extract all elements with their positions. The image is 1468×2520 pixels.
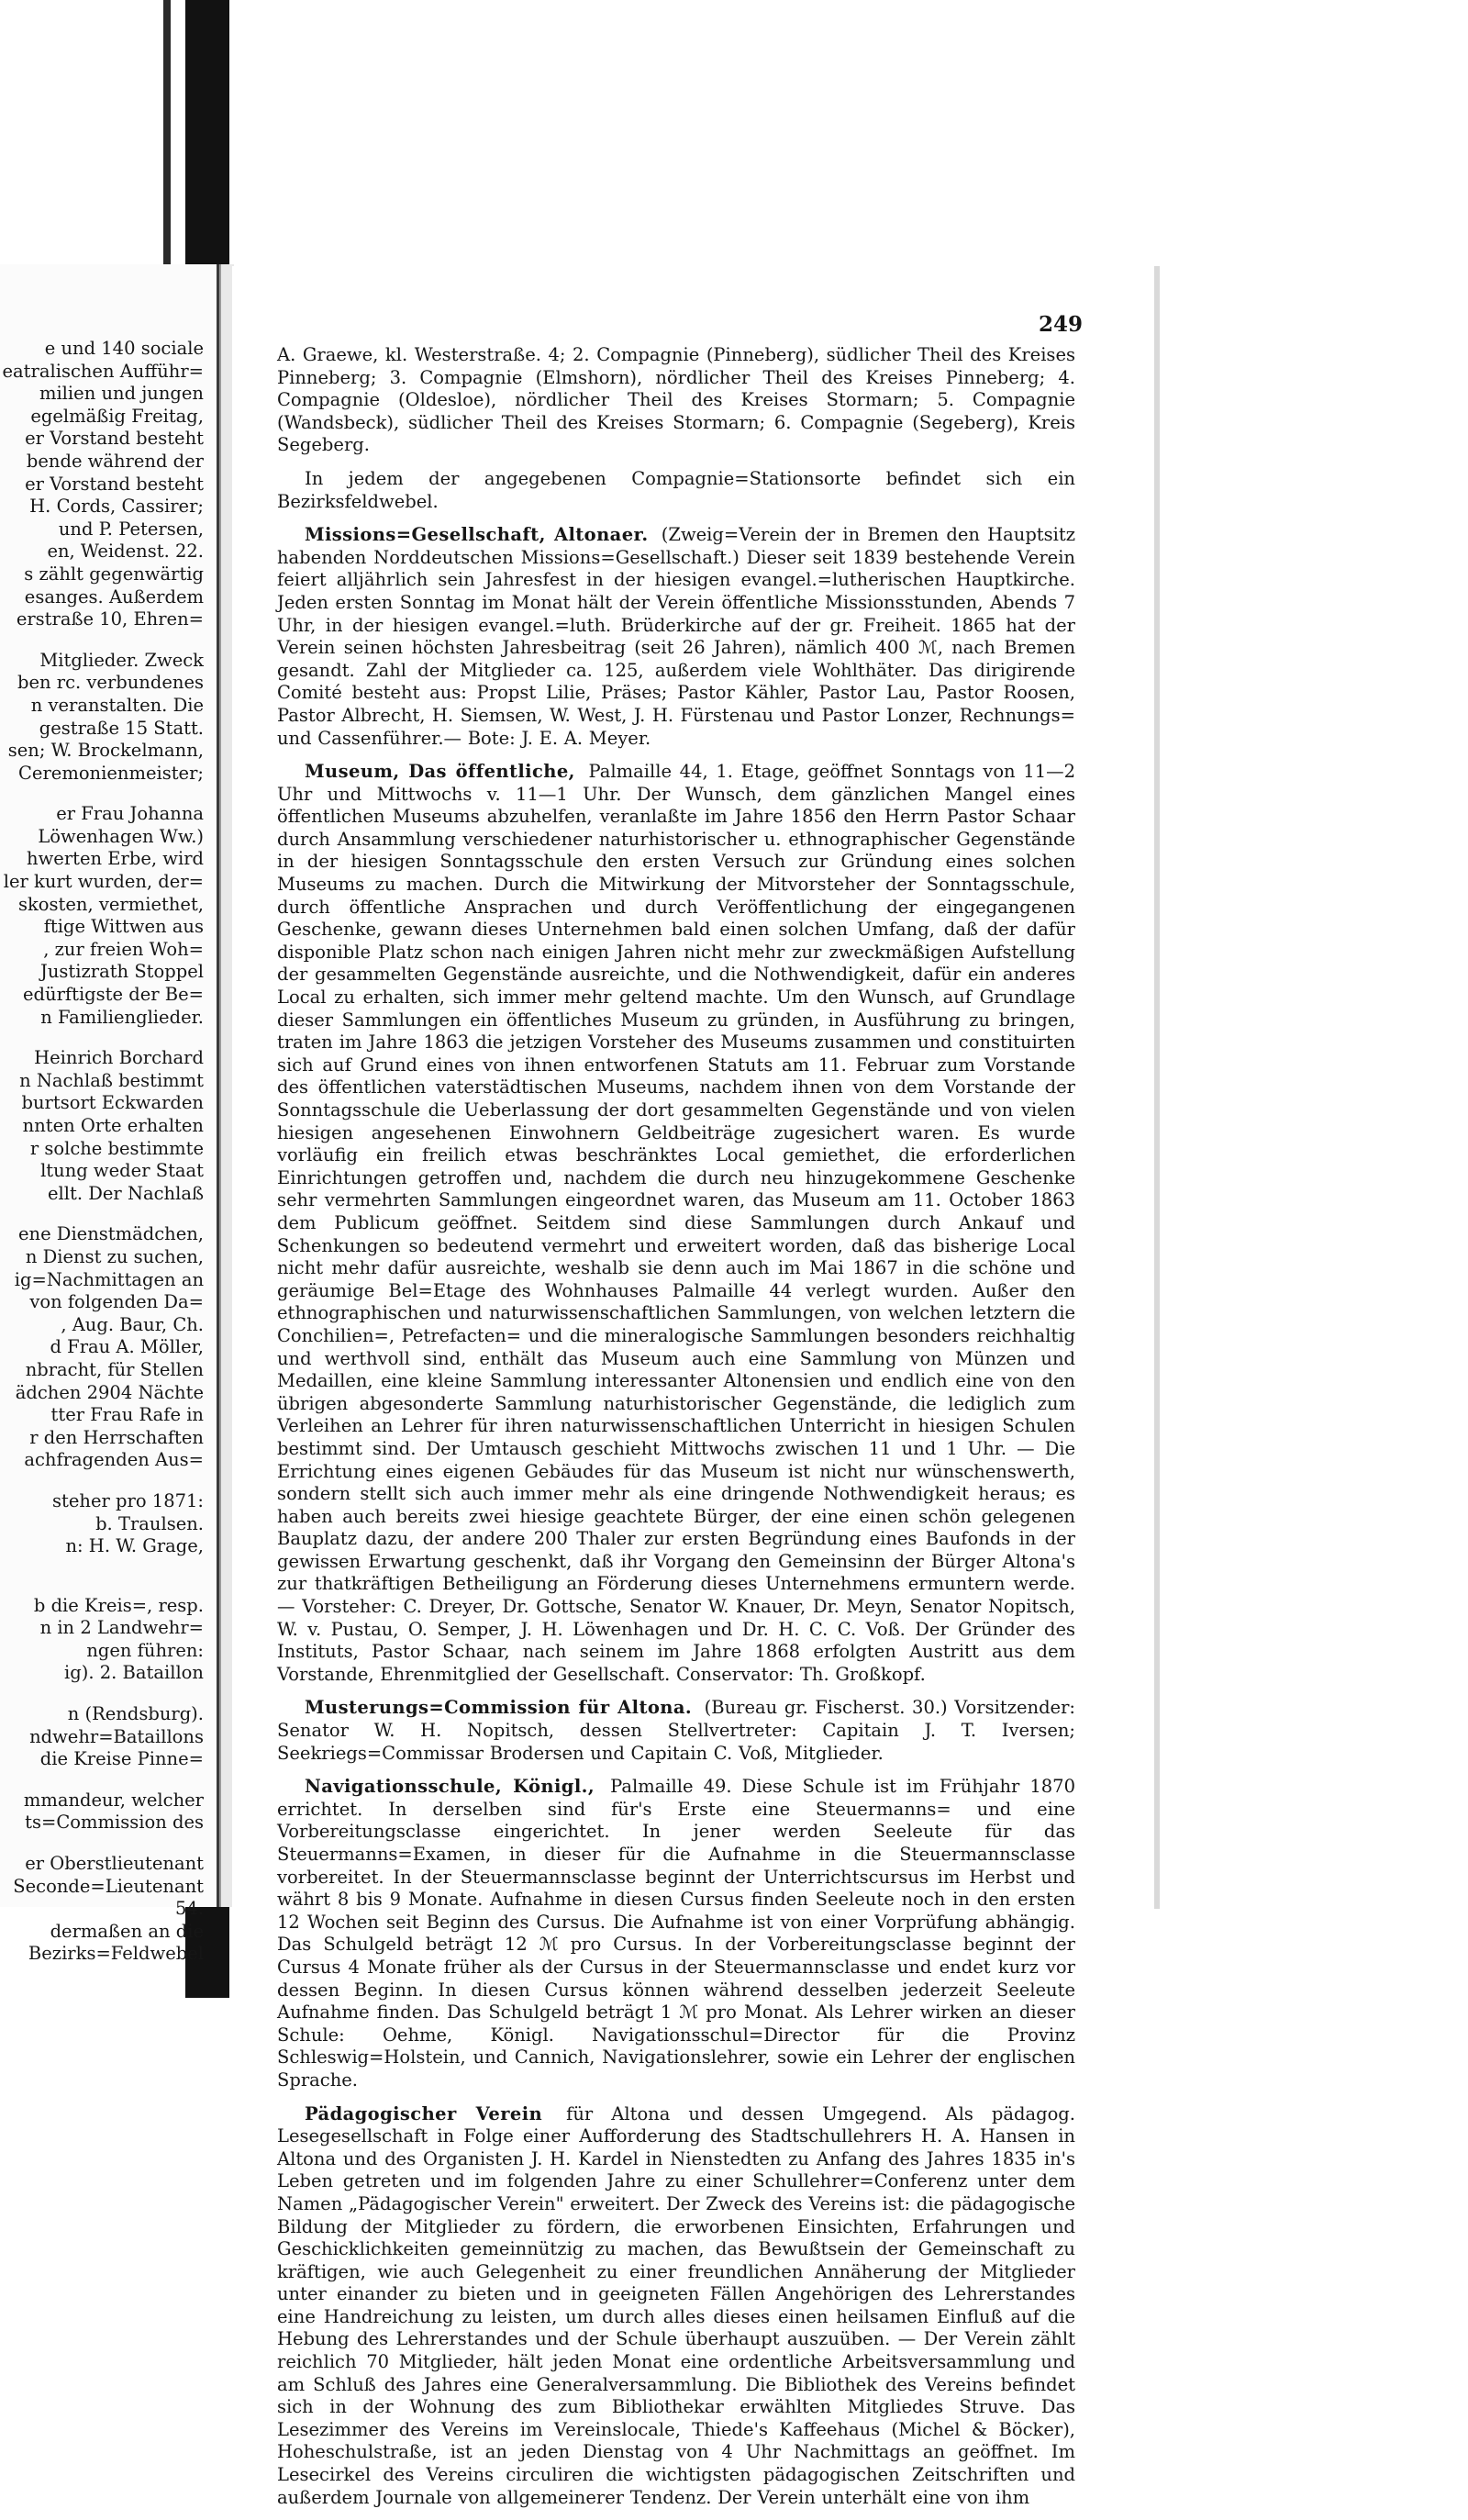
left-page-line: n (Rendsburg). [67,1703,204,1725]
left-page-line: ene Dienstmädchen, [17,1223,204,1245]
left-page-line: b die Kreis=, resp. [33,1594,204,1616]
entry-text: (Bureau gr. Fischerst. 30.) Vorsitzender: Senator W. H. Nopitsch, dessen Stellvertreter: Capitain J. T. Iversen; Seekriegs=Commissar Brodersen und Capitain C. Voß, Mitglieder. [277,1697,1075,1764]
left-page-line: ltung weder Staat [40,1160,204,1182]
left-page-line: und P. Petersen, [58,518,204,540]
left-page-line: er Vorstand besteht [25,428,204,450]
left-page-line: n Familienglieder. [40,1006,204,1028]
left-page-line: en, Weidenst. 22. [47,541,204,563]
left-page-line: edürftigste der Be= [22,984,204,1006]
left-page-line: hwerten Erbe, wird [27,848,204,870]
left-page-line: dermaßen an die [50,1920,204,1942]
left-page-line: d Frau A. Möller, [50,1336,204,1358]
left-page-line: ngen führen: [86,1639,204,1661]
entry-heading: Museum, Das öffentliche, [305,761,575,783]
left-page-line: er Vorstand besteht [25,473,204,495]
left-page-line: burtsort Eckwarden [21,1092,204,1114]
left-page-gap [0,631,204,650]
left-page-line: milien und jungen [39,383,204,405]
left-page-line: erstraße 10, Ehren= [16,608,204,630]
left-page-line: sen; W. Brockelmann, [7,740,204,762]
left-page-line: ellt. Der Nachlaß [48,1182,204,1204]
entry-heading: Musterungs=Commission für Altona. [305,1697,693,1719]
left-page-line: nbracht, für Stellen [25,1358,204,1380]
left-page-line: ädchen 2904 Nächte [15,1381,204,1403]
left-page-gap [0,1472,204,1490]
left-page-line: r den Herrschaften [29,1426,204,1448]
left-page-gap [0,1771,204,1790]
left-page-line: e und 140 sociale [44,338,204,359]
left-page-line: mmandeur, welcher [23,1789,204,1811]
left-page-line: n veranstalten. Die [30,694,204,716]
left-page-line: tter Frau Rafe in [50,1404,204,1426]
page-edge [1154,266,1160,1909]
left-page-line: Heinrich Borchard [34,1047,204,1069]
left-page-line: nnten Orte erhalten [22,1115,204,1136]
left-page-gap [0,1205,204,1223]
left-page-line: Seconde=Lieutenant [13,1875,204,1897]
left-page-line: egelmäßig Freitag, [30,405,204,427]
left-page-gap [0,1558,204,1577]
left-page-line: r solche bestimmte [29,1137,204,1159]
page-content [277,344,1075,2520]
binding-edge [163,0,171,303]
entry-heading: Pädagogischer Verein [305,2102,543,2124]
left-page-line: Bezirks=Feldwebel [28,1943,204,1965]
entry-text: (Zweig=Verein der in Bremen den Hauptsitz habenden Norddeutschen Missions=Gesellschaft.) Dieser seit 1839 bestehende Verein feiert alljährlich sein Jahresfest in der hiesigen evangel.=lutherischen Hauptkirche. Jeden ersten Sonntag im Monat hält der Verein öffentliche Missionsstunden, Abends 7 Uhr, in der hiesigen evangel.=luth. Brüderkirche auf der gr. Freiheit. 1865 hat der Verein seinen höchsten Jahresbeitrag (seit 26 Jahren), nämlich 400 ℳ, nach Bremen gesandt. Zahl der Mitglieder ca. 125, außerdem viele Wohlthäter. Das dirigirende Comité besteht aus: Propst Lilie, Präses; Pastor Kähler, Pastor Lau, Pastor Roosen, Pastor Albrecht, H. Siemsen, W. West, J. H. Fürstenau und Pastor Lonzer, Rechnungs= und Cassenführer.— Bote: J. E. A. Meyer. [277,524,1075,749]
left-page-line: ben rc. verbundenes [17,672,204,694]
left-page-line: eatralischen Aufführ= [2,360,204,382]
entry-paedagogischer-verein [277,2103,1075,2510]
left-page-line: er Frau Johanna [56,803,204,825]
left-page-line: Löwenhagen Ww.) [38,825,204,847]
left-page-line: 54. [174,1898,204,1920]
left-page-line: ndwehr=Bataillons [29,1725,204,1747]
entry-museum [277,761,1075,1686]
entry-missions-gesellschaft [277,524,1075,750]
left-page-line: ig). 2. Bataillon [64,1662,204,1684]
left-page-line: , zur freien Woh= [43,938,204,960]
left-page-line: ig=Nachmittagen an [14,1268,204,1290]
left-page-gap [0,1577,204,1595]
entry-musterungs-commission [277,1697,1075,1765]
left-page-line: skosten, vermiethet, [17,893,204,915]
left-page-gap [0,1834,204,1853]
left-page-line: gestraße 15 Statt. [39,717,204,739]
left-page-line: bende während der [26,450,204,472]
left-page-line: Ceremonienmeister; [18,762,204,784]
paragraph-compagnie-list [277,344,1075,457]
left-page-gap [0,1685,204,1703]
left-page-line: von folgenden Da= [29,1291,204,1313]
left-page-line: n Dienst zu suchen, [25,1245,204,1267]
left-page-text [0,338,204,1966]
left-page-line: n Nachlaß bestimmt [19,1069,204,1091]
left-page-line: , Aug. Baur, Ch. [61,1313,204,1335]
left-page-line: ftige Wittwen aus [43,916,204,938]
left-page-gap [0,1029,204,1047]
left-page-line: die Kreise Pinne= [39,1748,204,1770]
paragraph-text: A. Graewe, kl. Westerstraße. 4; 2. Compagnie (Pinneberg), südlicher Theil des Kreises Pinneberg; 3. Compagnie (Elmshorn), nördlicher Theil des Kreises Pinneberg; 4. Compagnie (Oldesloe), nördlicher Theil des Kreises Stormarn; 5. Compagnie (Wandsbeck), südlicher Theil des Kreises Stormarn; 6. Compagnie (Segeberg), Kreis Segeberg. [277,344,1075,456]
left-page-line: ler kurt wurden, der= [3,871,204,893]
entry-text: Palmaille 44, 1. Etage, geöffnet Sonntags von 11—2 Uhr und Mittwochs v. 11—1 Uhr. Der Wunsch, dem gänzlichen Mangel eines öffentlichen Museums abzuhelfen, veranlaßte im Jahre 1856 den Herrn Pastor Schaar durch Ansammlung verschiedener naturhistorischer u. ethnographischer Gegenstände in der hiesigen Sonntagsschule den ersten Versuch zur Gründung eines solchen Museums zu machen. Durch die Mitwirkung der Mitvorsteher der Sonntagsschule, durch öffentliche Ansprachen und durch Veröffentlichung der eingegangenen Geschenke, gewann dieses Unternehmen bald einen solchen Umfang, daß der dafür disponible Platz schon nach einigen Jahren nicht mehr zur zweckmäßigen Aufstellung der gesammelten Gegenstände ausreichte, und die Nothwendigkeit, dafür ein anderes Local zu erhalten, sich immer mehr geltend machte. Um den Wunsch, auf Grundlage dieser Sammlungen ein öffentliches Museum zu gründen, in Ausführung zu bringen, traten im Jahre 1863 die jetzigen Vorsteher des Museums zusammen und constituirten sich auf Grund eines von ihnen entworfenen Statuts am 11. Februar zum Vorstande des öffentlichen vaterstädtischen Museums, nachdem ihnen von dem Vorstande der Sonntagsschule die Ueberlassung der dort gesammelten Gegenstände und von vielen hiesigen angesehenen Einwohnern Geldbeiträge zugesichert waren. Es wurde vorläufig ein freilich etwas beschränktes Local gemiethet, die erforderlichen Einrichtungen getroffen und, nachdem die durch neu hinzugekommene Geschenke sehr vermehrten Sammlungen eingeordnet waren, das Museum am 11. October 1863 dem Publicum geöffnet. Seitdem sind diese Sammlungen durch Ankauf und Schenkungen so bedeutend vermehrt und erweitert worden, daß das bisherige Local nicht mehr dafür ausreichte, weshalb sie denn auch im Mai 1867 in die schöne und geräumige Bel=Etage des Wohnhauses Palmaille 44 verlegt wurden. Außer den ethnographischen und naturwissenschaftlichen Sammlungen, von welchen letztern die Conchilien=, Petrefacten= und die mineralogische Sammlungen besonders reichhaltig und werthvoll sind, enthält das Museum auch eine Sammlung von Münzen und Medaillen, eine kleine Sammlung interessanter Altonensien und endlich eine von den übrigen abgesonderte Sammlung naturhistorischer Gegenstände, die lediglich zum Verleihen an Lehrer für ihren naturwissenschaftlichen Unterricht in hiesigen Schulen bestimmt sind. Der Umtausch geschieht Mittwochs zwischen 11 und 1 Uhr. — Die Errichtung eines eigenen Gebäudes für das Museum ist nicht nur wünschenswerth, sondern stellt sich auch immer mehr als eine dringende Nothwendigkeit heraus; es haben auch bereits zwei hiesige geachtete Bürger, der eine einen schön gelegenen Bauplatz dazu, der andere 200 Thaler zur ersten Begründung eines Baufonds in der gewissen Erwartung geschenkt, daß ihr Vorgang den Gemeinsinn der Bürger Altona's zur thatkräftigen Betheiligung an Förderung dieses Unternehmens ermuntern werde. — Vorsteher: C. Dreyer, Dr. Gottsche, Senator W. Knauer, Dr. Meyn, Senator Nopitsch, W. v. Pustau, O. Semper, J. H. Löwenhagen und Dr. H. C. C. Voß. Der Gründer des Instituts, Pastor Schaar, nach seinem im Jahre 1868 erfolgten Austritt aus dem Vorstande, Ehrenmitglied der Gesellschaft. Conservator: Th. Großkopf. [277,761,1076,1685]
left-page-line: er Oberstlieutenant [25,1853,204,1875]
entry-text: für Altona und dessen Umgegend. Als pädagog. Lesegesellschaft in Folge einer Aufforderung des Stadtschullehrers H. A. Hansen in Altona und des Organisten J. H. Kardel in Nienstedten zu Anfang des Jahres 1835 in's Leben getreten und im folgenden Jahre zu einer Schullehrer=Conferenz unter dem Namen „Pädagogischer Verein" erweitert. Der Zweck des Vereins ist: die pädagogische Bildung der Mitglieder zu fördern, die erworbenen Einsichten, Erfahrungen und Geschicklichkeiten gemeinnützig zu machen, das Bewußtsein der Gemeinschaft zu kräftigen, wie auch Gelegenheit zu einer freundlichen Annäherung der Mitglieder unter einander zu bieten und in geeigneten Fällen Angehörigen des Lehrerstandes eine Handreichung zu leisten, um durch alles dieses einen heilsamen Einfluß auf die Hebung des Lehrerstandes und der Schule überhaupt auszuüben. — Der Verein zählt reichlich 70 Mitglieder, hält jeden Monat eine ordentliche Arbeitsversammlung und am Schluß des Jahres eine Generalversammlung. Die Bibliothek des Vereins befindet sich in der Wohnung des zum Bibliothekar erwählten Mitgliedes Struve. Das Lesezimmer des Vereins im Vereinslocale, Thiede's Kaffeehaus (Michel & Böcker), Hoheschulstraße, ist an jeden Dienstag von 4 Uhr Nachmittags an geöffnet. Im Lesecirkel des Vereins circuliren die wichtigsten pädagogischen Zeitschriften und außerdem Journale von allgemeinerer Tendenz. Der Verein unterhält eine von ihm [277,2102,1075,2508]
entry-navigationsschule [277,1776,1075,2091]
left-page-line: n in 2 Landwehr= [39,1617,204,1639]
left-page-line: ts=Commission des [25,1812,204,1834]
left-page-line: n: H. W. Grage, [65,1535,204,1557]
paragraph-text: In jedem der angegebenen Compagnie=Stationsorte befindet sich ein Bezirksfeldwebel. [277,467,1075,512]
left-page-line: Mitglieder. Zweck [39,649,204,671]
entry-heading: Missions=Gesellschaft, Altonaer. [305,524,649,546]
left-page-line: H. Cords, Cassirer; [29,496,204,518]
page-number: 249 [1038,312,1083,337]
entry-heading: Navigationsschule, Königl., [305,1776,595,1798]
left-page-line: achfragenden Aus= [24,1449,204,1471]
left-page-line: Justizrath Stoppel [40,961,204,983]
left-page-line: b. Traulsen. [95,1512,204,1534]
left-page-line: s zählt gegenwärtig [24,563,204,585]
left-page-line: esanges. Außerdem [24,585,204,608]
left-page-gap [0,785,204,803]
left-page-line: steher pro 1871: [52,1489,204,1511]
entry-text: Palmaille 49. Diese Schule ist im Frühjahr 1870 errichtet. In derselben sind für's Erste eine Steuermanns= und eine Vorbereitungsclasse eingerichtet. In jener werden Seeleute für das Steuermanns=Examen, in dieser für die Aufnahme in die Steuermannsclasse vorbereitet. In der Steuermannsclasse beginnt der Unterrichtscursus im Herbst und währt 8 bis 9 Monate. Aufnahme in diesen Cursus finden Seeleute noch in den ersten 12 Wochen seit Beginn des Cursus. Die Aufnahme ist von einer Vorprüfung abhängig. Das Schulgeld beträgt 12 ℳ pro Cursus. In der Vorbereitungsclasse beginnt der Cursus 4 Monate früher als der Cursus in der Steuermannsclasse und endet kurz vor dessen Beginn. In diesen Cursus können während desselben jederzeit Seeleute Aufnahme finden. Das Schulgeld beträgt 1 ℳ pro Monat. Als Lehrer wirken an dieser Schule: Oehme, Königl. Navigationsschul=Director für die Provinz Schleswig=Holstein, und Cannich, Navigationslehrer, sowie ein Lehrer der englischen Sprache. [277,1776,1075,2091]
left-page [0,264,219,1965]
paragraph-bezirksfeldwebel [277,468,1075,513]
